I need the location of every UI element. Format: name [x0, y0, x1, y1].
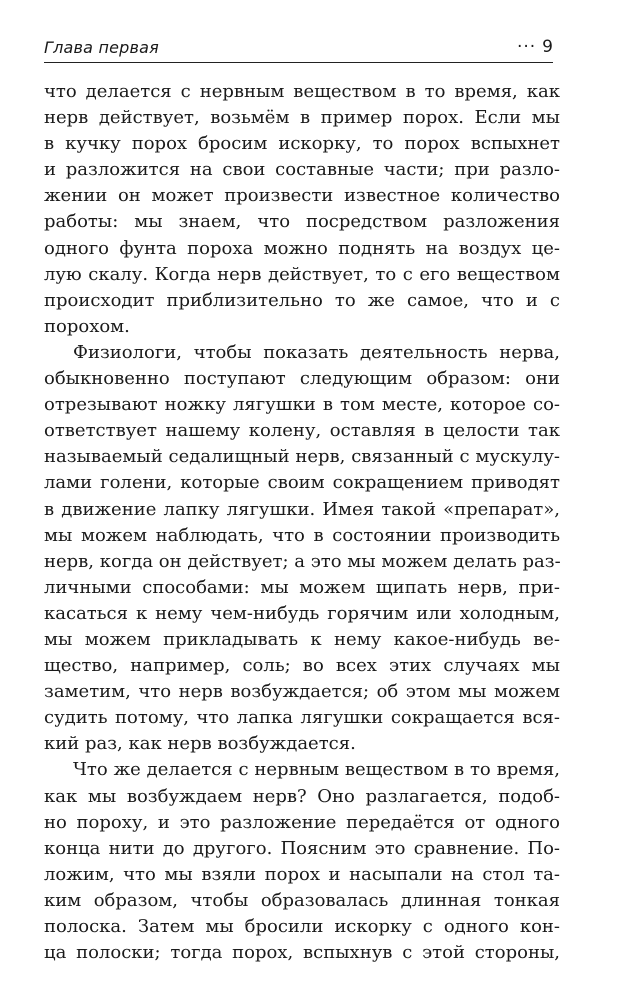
text-line: называемый седалищный нерв, связанный с мускулу- — [44, 446, 560, 468]
text-line: лами голени, которые своим сокращением приводят — [44, 472, 560, 494]
body-text — [44, 79, 560, 966]
text-line: мы можем прикладывать к нему какое-нибудь ве- — [44, 628, 560, 650]
page-number: 9 — [542, 37, 553, 57]
text-line: в движение лапку лягушки. Имея такой «препарат», — [44, 498, 560, 520]
text-line: работы: мы знаем, что посредством разложения — [44, 211, 560, 233]
text-line: но пороху, и это разложение передаётся от одного — [44, 811, 560, 833]
text-line: отрезывают ножку лягушки в том месте, которое со- — [44, 394, 560, 416]
text-line: заметим, что нерв возбуждается; об этом мы можем — [44, 681, 560, 703]
text-line: конца нити до другого. Поясним это сравнение. По- — [44, 837, 560, 859]
text-line: ца полоски; тогда порох, вспыхнув с этой стороны, — [44, 942, 560, 964]
text-line: лую скалу. Когда нерв действует, то с его веществом — [44, 263, 560, 285]
text-line: ответствует нашему колену, оставляя в целости так — [44, 420, 560, 442]
text-line: кий раз, как нерв возбуждается. — [44, 733, 356, 755]
text-line: полоска. Затем мы бросили искорку с одного кон- — [44, 916, 560, 937]
text-line: Что же делается с нервным веществом в то время, — [73, 759, 560, 781]
running-header — [44, 36, 553, 63]
text-line: судить потому, что лапка лягушки сокращается вся- — [44, 707, 560, 729]
text-line: в кучку порох бросим искорку, то порох вспыхнет — [44, 133, 560, 155]
text-line: мы можем наблюдать, что в состоянии производить — [44, 524, 560, 546]
text-line: порохом. — [44, 315, 130, 337]
paragraph-2 — [44, 340, 560, 758]
text-line: ложим, что мы взяли порох и насыпали на стол та- — [44, 863, 560, 885]
text-line: обыкновенно поступают следующим образом: они — [44, 368, 560, 390]
text-line: нерв действует, возьмём в пример порох. Если мы — [44, 107, 560, 129]
text-line: ким образом, чтобы образовалась длинная тонкая — [44, 889, 560, 911]
text-line: нерв, когда он действует; а это мы можем делать раз- — [44, 550, 561, 572]
text-line: происходит приблизительно то же самое, что и с — [44, 289, 560, 311]
text-line: личными способами: мы можем щипать нерв, при- — [44, 576, 560, 598]
text-line: одного фунта пороха можно поднять на воздух це- — [44, 237, 560, 259]
page-marker — [517, 37, 553, 57]
text-line: щество, например, соль; во всех этих случаях мы — [44, 655, 560, 677]
paragraph-1 — [44, 79, 560, 340]
text-line: и разложится на свои составные части; при разло- — [44, 159, 560, 181]
text-line: жении он может произвести известное количество — [44, 185, 560, 207]
page-marker-dots: ··· — [516, 37, 537, 57]
text-line: касаться к нему чем-нибудь горячим или холодным, — [44, 602, 560, 624]
text-line: Физиологи, чтобы показать деятельность нерва, — [73, 341, 560, 363]
text-line: как мы возбуждаем нерв? Оно разлагается, подоб- — [44, 785, 560, 807]
paragraph-3 — [44, 757, 560, 966]
text-line: что делается с нервным веществом в то время, как — [44, 81, 560, 102]
chapter-title: Глава первая — [44, 38, 159, 57]
